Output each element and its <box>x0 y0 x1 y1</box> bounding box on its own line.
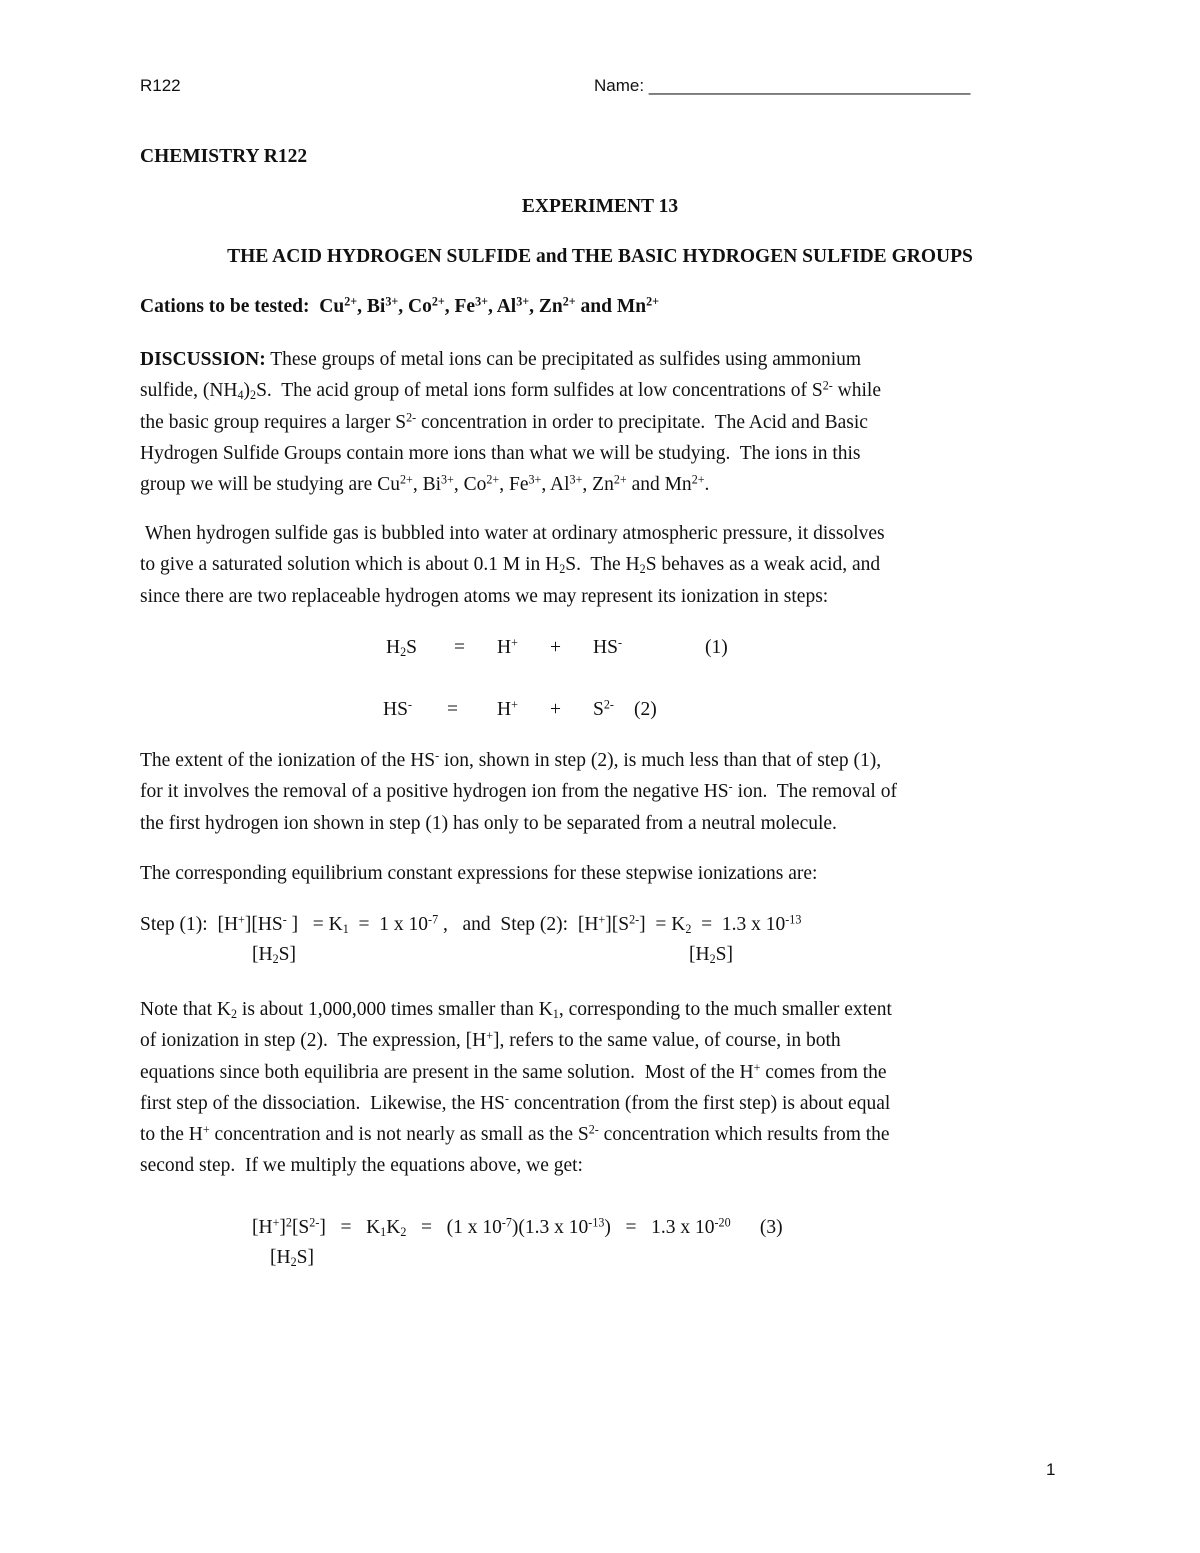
course-title: CHEMISTRY R122 <box>140 146 308 167</box>
paragraph-note: Note that $K_2$ is about 1,000,000 times smaller than $K_1$, corresponding to the much smaller extent of ionization in step (2). The expression, [H+], refers to the same value, of course, in both equations since both equilibria are present in the same solution. Most of the H+ comes from the first step of the dissociation. Likewise, the HS- concentration (from the first step) is about equal to the H+ concentration and is not nearly as small as the $S^{2-}$ concentration which results from the second step. If we multiply the equations above, we get: <box>140 999 892 1177</box>
header-course-code: R122 <box>140 76 181 95</box>
equation-1: $H_2S$ = H+ + HS- (1) <box>386 635 728 660</box>
name-blank: __________________________________ <box>648 76 971 95</box>
equation-2: HS- = H+ + $S^{2-}$ (2) <box>383 697 657 720</box>
experiment-subtitle: THE ACID HYDROGEN SULFIDE and THE BASIC HYDROGEN SULFIDE GROUPS <box>227 246 973 267</box>
discussion-paragraph: DISCUSSION: These groups of metal ions can be precipitated as sulfides using ammonium sulfide, $(NH_4)_2S$. The acid group of metal ions form sulfides at low concentrations of $S^{2-}$ while the basic group requires a larger $S^{2-}$ concentration in order to precipitate. The Acid and Basic Hydrogen Sulfide Groups contain more ions than what we will be studying. The ions in this group we will be studying are $Cu^{2+}$, $Bi^{3+}$, $Co^{2+}$, $Fe^{3+}$, $Al^{3+}$, $Zn^{2+}$ and $Mn^{2+}$. <box>140 349 881 496</box>
paragraph-hydrogen-sulfide: When hydrogen sulfide gas is bubbled into water at ordinary atmospheric pressure, it dissolves to give a saturated solution which is about 0.1 M in $H_2S$. The $H_2S$ behaves as a weak acid, and since there are two replaceable hydrogen atoms we may represent its ionization in steps: <box>140 523 885 607</box>
cations-list: $Cu^{2+}$, $Bi^{3+}$, $Co^{2+}$, $Fe^{3+}$, $Al^{3+}$, $Zn^{2+}$ and $Mn^{2+}$ <box>319 294 660 317</box>
cations-label: Cations to be tested: <box>140 296 310 317</box>
paragraph-equilibrium-intro: The corresponding equilibrium constant expressions for these stepwise ionizations are: <box>140 863 818 884</box>
experiment-title: EXPERIMENT 13 <box>521 196 679 217</box>
equation-3: $[H^+]^2[S^{2-}] = K_1K_2 = (1$ x $10^{-7})(1.3$ x $10^{-13}) = 1.3$ x $10^{-20}$ (3) $[H_2S]$ <box>252 1215 783 1270</box>
header-name-field <box>594 76 970 96</box>
name-label: Name: <box>594 76 645 95</box>
page-number: 1 <box>1046 1460 1056 1479</box>
discussion-label: DISCUSSION: <box>140 349 266 370</box>
cations-line <box>140 296 659 318</box>
paragraph-ionization-extent: The extent of the ionization of the HS- ion, shown in step (2), is much less than that of step (1), for it involves the removal of a positive hydrogen ion from the negative HS- ion. The removal of the first hydrogen ion shown in step (1) has only to be separated from a neutral molecule. <box>140 748 897 834</box>
step-equations: Step (1): [H+][HS- ] = $K_1 = 1$ x $10^{-7}$ , and Step (2): $[H^+][S^{2-}] = K_2 = 1.3$ x $10^{-13}$ $[H_2S]$ $[H_2S]$ <box>140 912 802 967</box>
